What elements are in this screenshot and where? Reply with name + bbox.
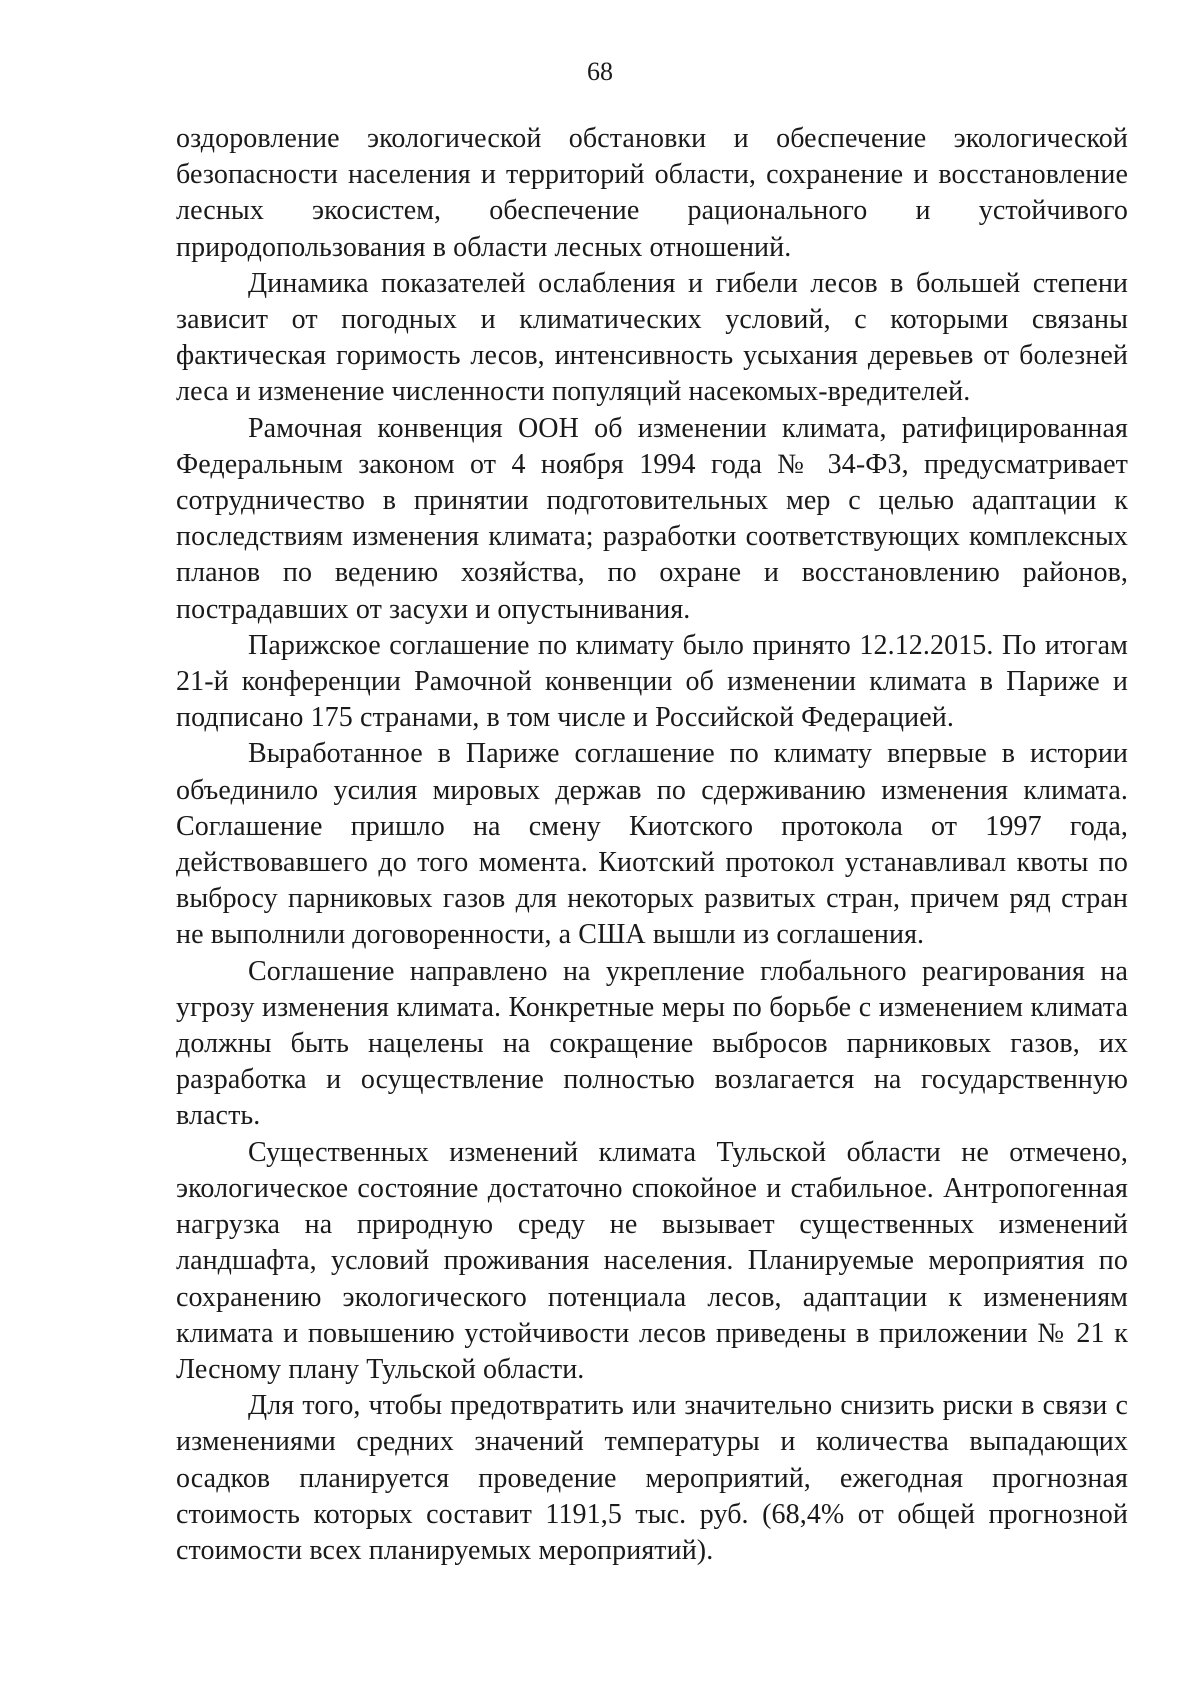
paragraph-tula-climate: Существенных изменений климата Тульской области не отмечено, экологическое состояние достаточно спокойное и стабильное. Антропогенная нагрузка на природную среду не вызывает существенных изменений ландшафта, условий проживания населения. Планируемые мероприятия по сохранению экологического потенциала лесов, адаптации к изменениям климата и повышению устойчивости лесов приведены в приложении № 21 к Лесному плану Тульской области. (176, 1136, 1128, 1385)
paragraph-risk-measures: Для того, чтобы предотвратить или значительно снизить риски в связи с изменениями средних значений температуры и количества выпадающих осадков планируется проведение мероприятий, ежегодная прогнозная стоимость которых составит 1191,5 тыс. руб. (68,4% от общей прогнозной стоимости всех планируемых мероприятий). (176, 1390, 1128, 1566)
paragraph-agreement-goals: Соглашение направлено на укрепление глобального реагирования на угрозу изменения климата. Конкретные меры по борьбе с изменением климата должны быть нацелены на сокращение выбросов парниковых газов, их разработка и осуществление полностью возлагается на государственную власть. (176, 955, 1128, 1132)
paragraph-kyoto-protocol: Выработанное в Париже соглашение по климату впервые в истории объединило усилия мировых держав по сдерживанию изменения климата. Соглашение пришло на смену Киотского протокола от 1997 года, действовавшего до того момента. Киотский протокол устанавливал квоты по выбросу парниковых газов для некоторых развитых стран, причем ряд стран не выполнили договоренности, а США вышли из соглашения. (176, 738, 1128, 951)
page-number: 68 (587, 57, 613, 86)
document-body (176, 121, 1128, 1569)
paragraph-un-convention: Рамочная конвенция ООН об изменении климата, ратифицированная Федеральным законом от 4 ноября 1994 года № 34-ФЗ, предусматривает сотрудничество в принятии подготовительных мер с целью адаптации к последствиям изменения климата; разработки соответствующих комплексных планов по ведению хозяйства, по охране и восстановлению районов, пострадавших от засухи и опустынивания. (176, 412, 1128, 625)
paragraph-paris-agreement: Парижское соглашение по климату было принято 12.12.2015. По итогам 21-й конференции Рамочной конвенции об изменении климата в Париже и подписано 175 странами, в том числе и Российской Федерацией. (176, 629, 1128, 734)
paragraph-forest-dynamics: Динамика показателей ослабления и гибели лесов в большей степени зависит от погодных и климатических условий, с которыми связаны фактическая горимость лесов, интенсивность усыхания деревьев от болезней леса и изменение численности популяций насекомых-вредителей. (176, 267, 1128, 408)
paragraph-continuation: оздоровление экологической обстановки и обеспечение экологической безопасности населения и территорий области, сохранение и восстановление лесных экосистем, обеспечение рационального и устойчивого природопользования в области лесных отношений. (176, 123, 1128, 263)
